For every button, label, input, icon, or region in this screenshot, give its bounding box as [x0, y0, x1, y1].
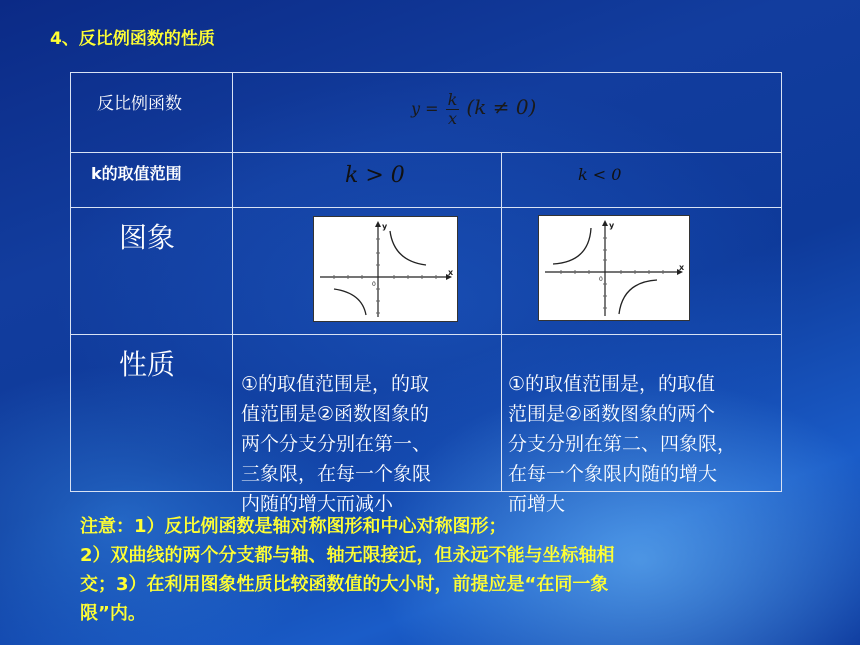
- properties-positive-text: ①的取值范围是，的取 值范围是②函数图象的 两个分支分别在第一、 三象限，在每一个象限 内随的增大而减小: [241, 373, 432, 515]
- origin-label: 0: [599, 276, 603, 283]
- k-positive-cell: [232, 152, 502, 208]
- note-block: [80, 512, 800, 628]
- hyperbola-positive-graph: [313, 216, 458, 322]
- slide-title: 4、反比例函数的性质: [50, 29, 215, 49]
- axis-y-label: y: [382, 222, 388, 231]
- hyperbola-negative-graph: [538, 215, 690, 321]
- graph-negative-cell: [501, 207, 782, 335]
- hyperbola-negative-svg: [539, 216, 689, 320]
- formula-lhs: y =: [411, 99, 439, 118]
- row-label-k-range: [70, 152, 233, 208]
- formula-condition: (k ≠ 0): [466, 95, 537, 119]
- row-label-function-text: 反比例函数: [97, 94, 182, 114]
- properties-table: [70, 72, 782, 515]
- row-label-properties-text: 性质: [119, 348, 176, 381]
- hyperbola-positive-svg: [314, 217, 457, 321]
- note-line-3: 交；3）在利用图象性质比较函数值的大小时，前提应是“在同一象: [80, 574, 609, 595]
- formula: [411, 91, 536, 128]
- k-negative-condition: k < 0: [578, 165, 622, 184]
- note-line-2: 2）双曲线的两个分支都与轴、轴无限接近，但永远不能与坐标轴相: [80, 545, 615, 566]
- graph-positive-cell: [232, 207, 502, 335]
- axis-x-label: x: [679, 263, 685, 272]
- properties-positive-cell: [232, 334, 502, 515]
- properties-negative-text: ①的取值范围是，的取值 范围是②函数图象的两个 分支分别在第二、四象限， 在每一个象限内随的增大 而增大: [508, 373, 737, 515]
- origin-label: 0: [372, 281, 376, 288]
- formula-numerator: k: [447, 90, 458, 109]
- formula-fraction: [446, 91, 460, 128]
- axis-x-label: x: [448, 268, 454, 277]
- properties-negative-cell: [501, 334, 782, 515]
- formula-denominator: x: [447, 109, 457, 128]
- note-line-1: 注意：1）反比例函数是轴对称图形和中心对称图形；: [80, 516, 507, 537]
- row-label-graph: [70, 207, 233, 335]
- row-label-k-range-text: k的取值范围: [91, 164, 182, 183]
- row-label-properties: [70, 334, 233, 492]
- row-label-graph-text: 图象: [119, 221, 176, 254]
- axis-y-label: y: [609, 221, 615, 230]
- note-line-4: 限”内。: [80, 603, 146, 624]
- row-label-function: [70, 72, 233, 153]
- formula-cell: [232, 72, 782, 153]
- k-positive-condition: k > 0: [345, 163, 405, 188]
- k-negative-cell: [501, 152, 782, 208]
